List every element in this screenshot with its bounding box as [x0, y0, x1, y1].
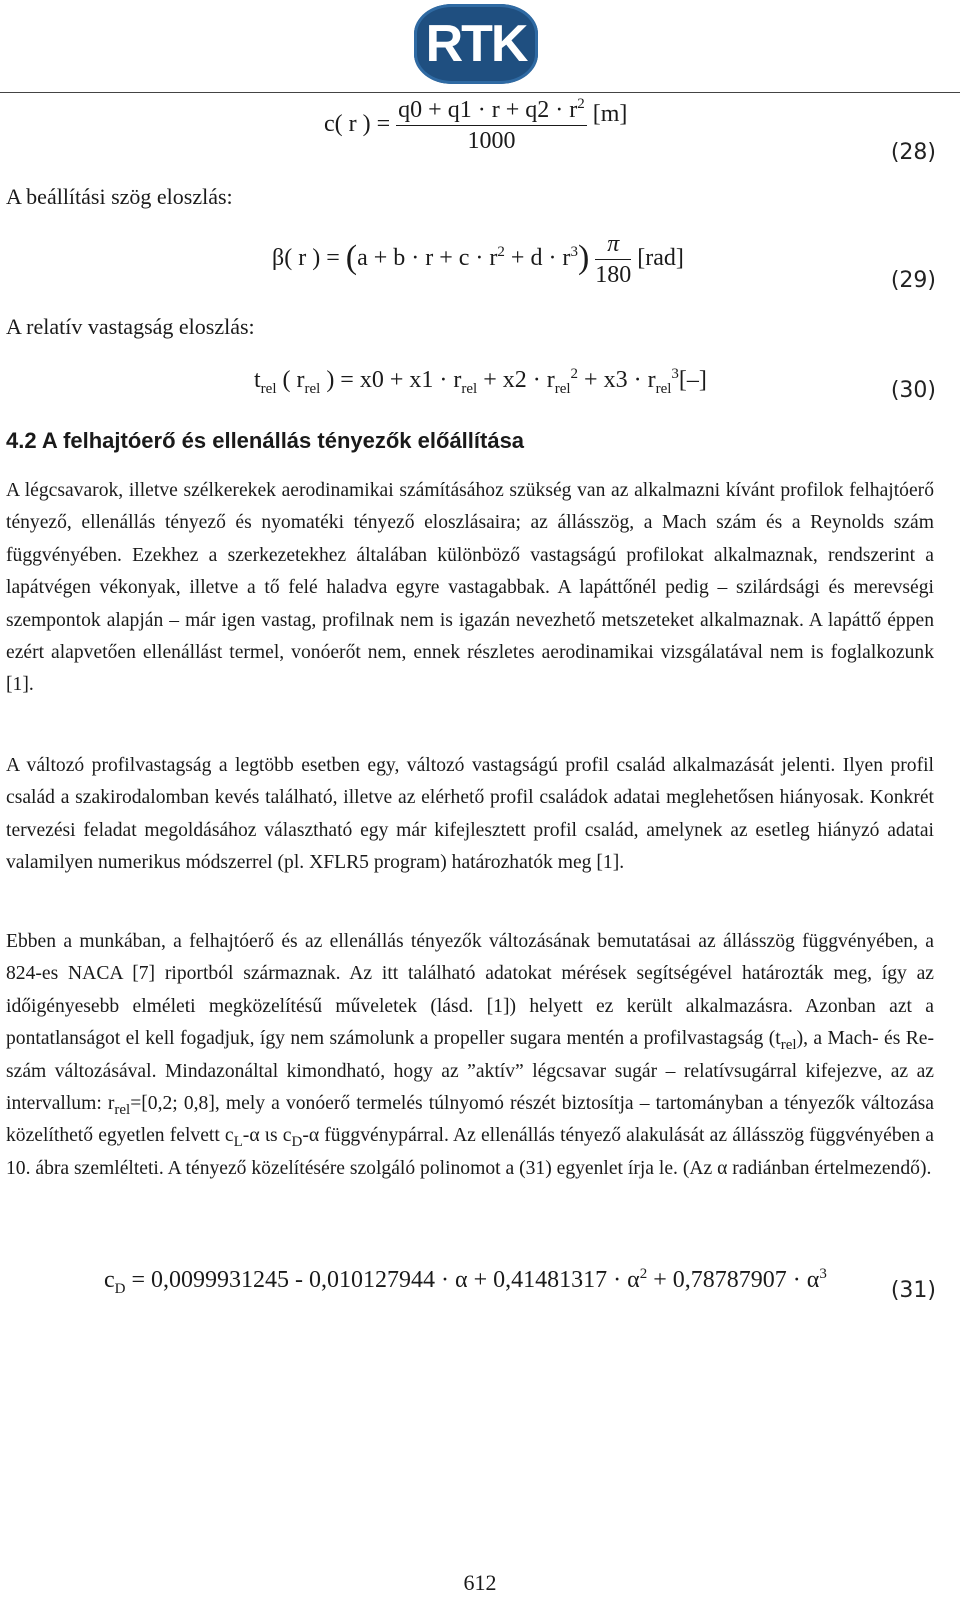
eq28-numerator-exponent: 2 [577, 96, 585, 112]
eq31-part1: = 0,0099931245 - 0,010127944 · α + 0,41481317 · α [125, 1267, 640, 1293]
eq31-c: c [104, 1267, 115, 1293]
paragraph-2: A változó profilvastagság a legtöbb esetben egy, változó vastagságú profil család alkalmazását jelenti. Ilyen profil család a szakirodalomban kevés található, illetve az elérhető profil családok adatai meglehetősen hiányosak. Konkrét tervezési feladat megoldásához választható egy már kifejlesztett profil család, amelynek az esetleg hiányzó adatai valamilyen numerikus módszerrel (pl. XFLR5 program) határozhatók meg [1]. [6, 755, 934, 874]
eq30-part2: ) = x0 + x1 · r [320, 367, 462, 393]
eq29-term1: a + b · r + c · r [357, 245, 498, 272]
eq29-number: (29) [890, 268, 936, 293]
eq30-sub-rel-4: rel [554, 380, 571, 397]
eq31-sub-d: D [114, 1280, 126, 1297]
eq28-unit: [m] [592, 101, 628, 128]
eq28-fraction [396, 98, 587, 153]
p3-sub-l: L [233, 1134, 243, 1151]
eq30-part3: + x2 · r [477, 367, 555, 393]
eq28-numerator: q0 + q1 · r + q2 · r [398, 97, 578, 123]
eq29-numerator: π [595, 232, 631, 260]
eq30-number: (30) [890, 378, 936, 403]
p3-part-c: =[0,2; 0,8], mely a vonóerő termelés túlnyomó részét biztosítja – tartományban a tényezők változása közelíthető egyetlen felvett c [6, 1093, 934, 1147]
p3-part-b: ), a Mach- és Re-szám változásával. Mindazonáltal kimondható, hogy az ”aktív” légcsavar sugár – relatívsugárral kifejezve, az az intervallum: r [6, 1028, 935, 1115]
header-divider [0, 92, 960, 93]
section-heading: 4.2 A felhajtóerő és ellenállás tényezők előállítása [6, 428, 525, 453]
logo-text: RTK [425, 15, 527, 73]
eq29-exp3: 3 [570, 244, 578, 261]
eq29-unit: [rad] [637, 245, 684, 272]
p3-sub-d: D [291, 1134, 303, 1151]
page-number: 612 [463, 1570, 497, 1595]
eq28-denominator: 1000 [467, 128, 516, 154]
eq30-unit: [–] [678, 367, 707, 393]
eq30-exp3: 3 [671, 366, 679, 382]
eq29-term2: + d · r [504, 245, 571, 272]
p3-part-d: -α ιs c [242, 1125, 292, 1147]
paragraph-1: A légcsavarok, illetve szélkerekek aerodinamikai számításához szükség van az alkalmazni kívánt profilok felhajtóerő tényező, ellenállás tényező és nyomatéki tényező eloszlásaira; az állásszög, a Mach szám és a Reynolds szám függvényében. Ezekhez a szerkezetekhez általában különböző vastagságú profilokat alkalmaznak, rendszerint a lapátvégen vékonyak, illetve a tő felé haladva egyre vastagabbak. A lapáttőnél pedig – szilárdsági és merevségi szempontok alapján – már igen vastag, profilnak nem is igazán nevezhető metszeteket alkalmaznak. A lapáttő éppen ezért alapvetően ellenállást termel, vonóerőt nem, ennek részletes aerodinamikai vizsgálatával nem is foglalkozunk [1]. [6, 480, 934, 696]
equation-28 [324, 98, 627, 153]
eq28-number: (28) [890, 140, 936, 165]
eq30-part4: + x3 · r [578, 367, 656, 393]
equation-29 [272, 232, 684, 287]
eq30-label: A relatív vastagság eloszlás: [6, 314, 255, 339]
rtk-logo [414, 4, 538, 84]
p3-sub-rel: rel [780, 1037, 797, 1054]
eq31-part2: + 0,78787907 · α [647, 1267, 820, 1293]
eq29-denominator: 180 [595, 262, 632, 288]
eq30-t: t [254, 367, 261, 393]
p3-part-e: -α függvénypárral. Az ellenállás tényező alakulását az állásszög függvényében a 10. ábra szemlélteti. A tényező közelítésére szolgáló polinomot a (31) egyenlet írja le. (Az α radiánban értelmezendő). [6, 1125, 935, 1179]
eq31-number: (31) [890, 1278, 936, 1303]
eq30-sub-rel-2: rel [304, 380, 321, 397]
eq30-sub-rel-3: rel [461, 380, 478, 397]
eq29-exp2: 2 [497, 244, 505, 261]
p3-part-a: Ebben a munkában, a felhajtóerő és az ellenállás tényezők változásának bemutatásai az állásszög függvényében, a 824-es NACA [7] riportból származnak. Az itt található adatokat mérések segítségével határozták meg, így az időigényesebb elméleti megközelítésű műveletek (lásd. [1]) helyett ez került alkalmazásra. Azonban azt a pontatlanságot el kell fogadjuk, így nem számolunk a propeller sugara mentén a profilvastagság (t [6, 931, 934, 1050]
eq30-exp2: 2 [570, 366, 579, 382]
eq29-fraction [595, 232, 631, 287]
eq30-part1: ( r [276, 367, 305, 393]
eq31-exp3: 3 [819, 1266, 827, 1282]
eq30-sub-rel-1: rel [260, 380, 277, 397]
eq29-close-paren: ) [577, 239, 590, 277]
eq29-lhs: β( r ) = [272, 245, 340, 272]
eq29-open-paren: ( [345, 239, 358, 277]
eq31-exp2: 2 [639, 1266, 648, 1282]
eq30-sub-rel-5: rel [655, 380, 672, 397]
p3-sub-rel-2: rel [114, 1101, 131, 1118]
equation-30 [254, 366, 707, 397]
eq29-label: A beállítási szög eloszlás: [6, 184, 233, 209]
paragraph-3 [6, 926, 934, 1185]
eq28-lhs: c( r ) = [324, 111, 391, 138]
equation-31 [104, 1266, 827, 1297]
